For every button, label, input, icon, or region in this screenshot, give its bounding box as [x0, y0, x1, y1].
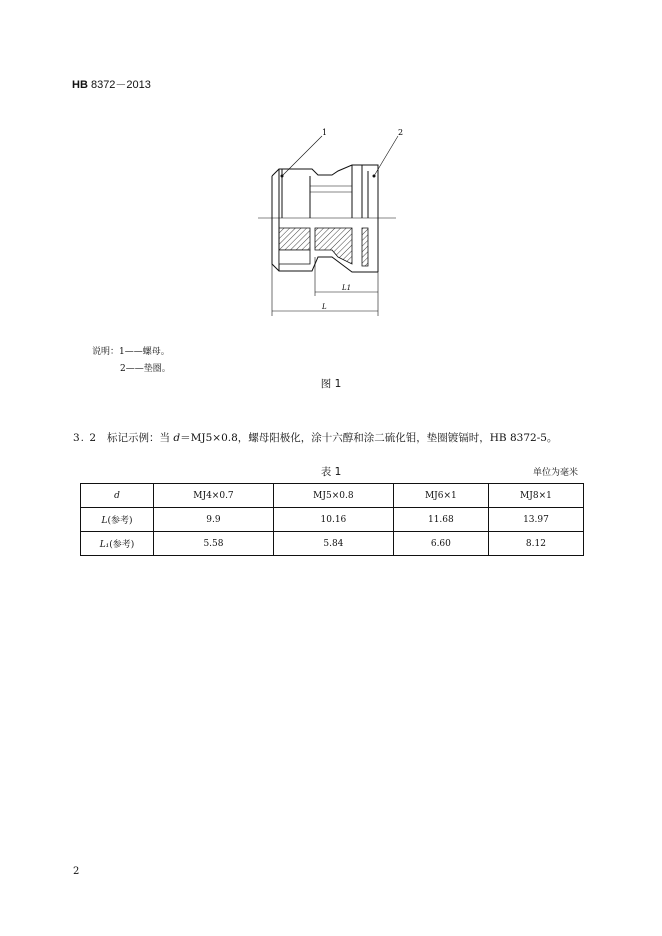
section-number: 3. 2	[73, 432, 98, 444]
standard-prefix: HB	[72, 79, 88, 91]
table-cell: 5.84	[273, 532, 393, 556]
page-number: 2	[73, 866, 80, 877]
section-text-start: 标记示例：当	[107, 432, 174, 444]
table-cell: 5.58	[154, 532, 274, 556]
dimension-l1-label: L1	[342, 284, 352, 292]
table-cell: 11.68	[393, 508, 488, 532]
row-label-text: (参考)	[109, 540, 135, 550]
standard-number: 8372－2013	[90, 79, 151, 91]
legend-item-2: 2——垫圈。	[120, 364, 171, 374]
header-cell: MJ4×0.7	[154, 484, 274, 508]
section-variable: d	[173, 432, 181, 444]
section-text-end: ＝MJ5×0.8，螺母阳极化，涂十六醇和涂二硫化钼，垫圈镀镉时，HB 8372-5。	[180, 432, 558, 444]
header-cell: MJ6×1	[393, 484, 488, 508]
header-cell: MJ5×0.8	[273, 484, 393, 508]
dimension-l-label: L	[322, 303, 327, 311]
table-cell: 8.12	[488, 532, 583, 556]
table-header-row	[81, 484, 584, 508]
table-unit: 单位为毫米	[532, 468, 578, 478]
table-cell: 10.16	[273, 508, 393, 532]
legend-item-1: 说明：1——螺母。	[92, 347, 170, 357]
nut-washer-drawing	[252, 124, 412, 320]
table-title: 表 1	[320, 466, 342, 478]
section-3-2	[73, 430, 557, 445]
document-header	[72, 76, 151, 92]
header-cell: MJ8×1	[488, 484, 583, 508]
callout-1: 1	[322, 128, 328, 137]
table-row	[81, 508, 584, 532]
row-label	[81, 508, 154, 532]
header-cell: d	[81, 484, 154, 508]
dimension-table	[80, 483, 584, 556]
table-cell: 9.9	[154, 508, 274, 532]
table-cell: 6.60	[393, 532, 488, 556]
table-row	[81, 532, 584, 556]
row-label-text: (参考)	[107, 516, 133, 526]
figure-caption: 图 1	[320, 378, 342, 390]
callout-2: 2	[398, 128, 404, 137]
row-variable: L₁	[99, 540, 110, 550]
row-variable: L	[101, 516, 108, 526]
row-label	[81, 532, 154, 556]
table-cell: 13.97	[488, 508, 583, 532]
